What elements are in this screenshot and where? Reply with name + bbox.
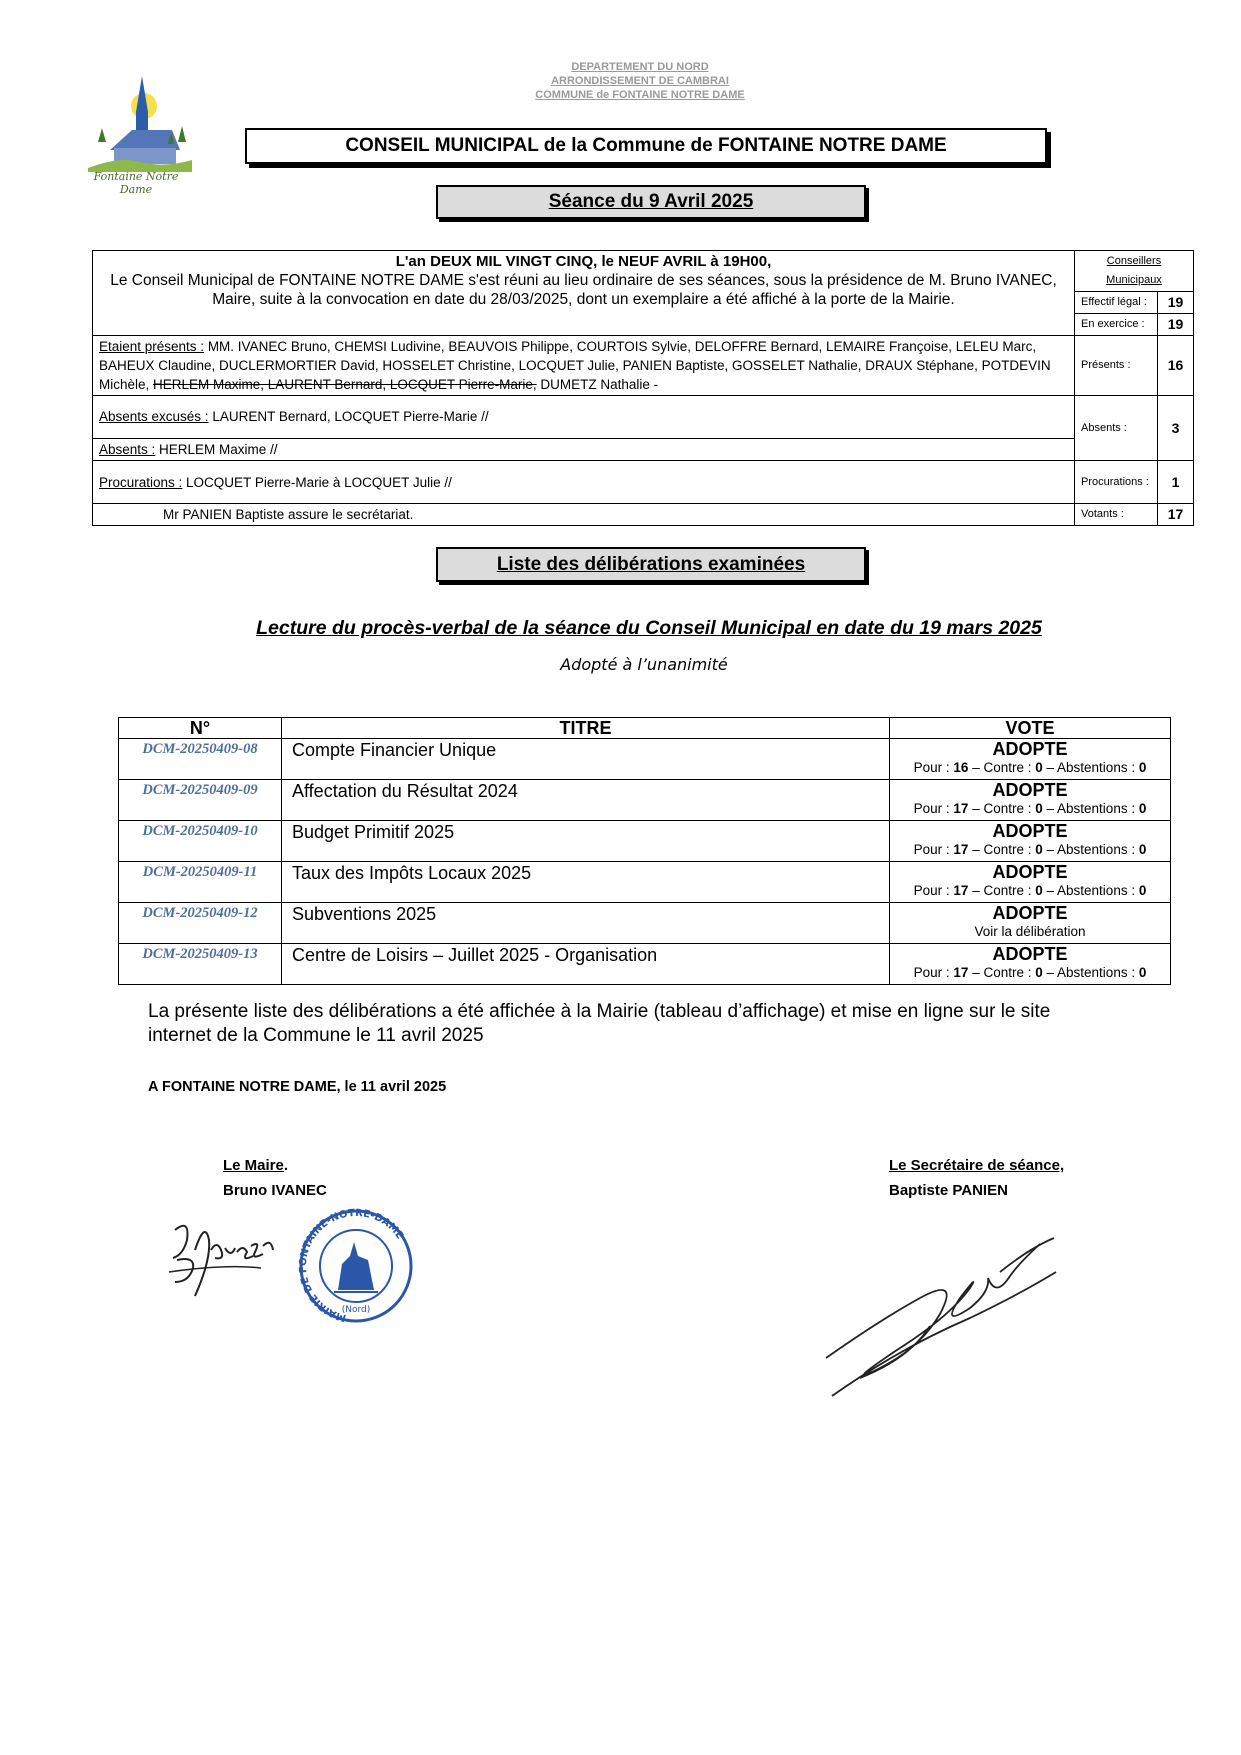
presents-prefix: Etaient présents : (99, 339, 205, 354)
excuses-cell (93, 396, 1075, 439)
abst-label: – Abstentions : (1042, 883, 1139, 898)
mayor-title-text: Le Maire (223, 1157, 284, 1174)
logo-caption: Fontaine Notre Dame (93, 170, 179, 196)
delib-ref: DCM-20250409-10 (119, 821, 282, 862)
mayor-title (223, 1157, 288, 1174)
vote-detail (890, 882, 1170, 899)
contre-label: – Contre : (968, 801, 1036, 816)
dept-line: COMMUNE de FONTAINE NOTRE DAME (535, 89, 745, 101)
votants-value: 17 (1158, 504, 1194, 526)
delib-title: Taux des Impôts Locaux 2025 (282, 862, 890, 903)
stamp-text: MAIRIE DE FONTAINE-NOTRE-DAME (298, 1208, 406, 1324)
vote-result: ADOPTE (992, 862, 1068, 882)
vote-note: Voir la délibération (974, 924, 1086, 939)
presents-value: 16 (1158, 336, 1194, 396)
delib-title: Affectation du Résultat 2024 (282, 780, 890, 821)
abst-label: – Abstentions : (1042, 842, 1139, 857)
pour-label: Pour : (913, 842, 954, 857)
intro-line-1: L'an DEUX MIL VINGT CINQ, le NEUF AVRIL à 19H00, (395, 253, 772, 270)
intro-cell (93, 251, 1075, 336)
vote-result: ADOPTE (992, 944, 1068, 964)
abst-label: – Abstentions : (1042, 965, 1139, 980)
excuses-prefix: Absents excusés : (99, 409, 209, 424)
secretary-title: Le Secrétaire de séance, (889, 1157, 1065, 1174)
stamp-sub: (Nord) (341, 1305, 371, 1315)
table-row (119, 944, 1171, 985)
abst-value: 0 (1138, 760, 1147, 775)
procurations-prefix: Procurations : (99, 474, 183, 490)
publication-notice: La présente liste des délibérations a été affichée à la Mairie (tableau d’affichage) et mise en ligne sur le site internet de la Commune le 11 avril 2025 (148, 1001, 1051, 1046)
conseillers-header: Conseillers Municipaux (1075, 251, 1194, 292)
contre-value: 0 (1035, 883, 1043, 898)
contre-value: 0 (1035, 842, 1043, 857)
abst-value: 0 (1138, 883, 1147, 898)
delib-ref: DCM-20250409-09 (119, 780, 282, 821)
abst-label: – Abstentions : (1042, 801, 1139, 816)
contre-label: – Contre : (968, 965, 1036, 980)
dept-line: DEPARTEMENT DU NORD (571, 61, 709, 73)
contre-label: – Contre : (968, 883, 1036, 898)
vote-result: ADOPTE (992, 739, 1068, 759)
contre-value: 0 (1035, 965, 1043, 980)
presents-label: Présents : (1075, 336, 1158, 396)
col-header-titre: TITRE (282, 718, 890, 739)
pour-label: Pour : (913, 801, 954, 816)
pour-value: 17 (953, 883, 969, 898)
presents-names: MM. IVANEC Bruno, CHEMSI Ludivine, BEAUVOIS Philippe, COURTOIS Sylvie, DELOFFRE Bernard, LEMAIRE Françoise, LELEU Marc, BAHEUX Claudine, DUCLERMORTIER David, HOSSELET Christine, LOCQUET Julie, PANIEN Baptiste, GOSSELET Nathalie, DRAUX Stéphane, POTDEVIN Michèle, (99, 339, 1051, 392)
vote-result: ADOPTE (992, 903, 1068, 923)
delib-vote (890, 821, 1171, 862)
presents-struck: HERLEM Maxime, LAURENT Bernard, LOCQUET Pierre-Marie, (153, 377, 537, 392)
delib-ref: DCM-20250409-12 (119, 903, 282, 944)
excuses-names: LAURENT Bernard, LOCQUET Pierre-Marie // (208, 409, 489, 424)
pour-label: Pour : (913, 965, 954, 980)
pour-value: 17 (953, 965, 969, 980)
secretariat-cell: Mr PANIEN Baptiste assure le secrétariat. (93, 504, 1075, 526)
table-row (119, 739, 1171, 780)
exercice-value: 19 (1158, 314, 1194, 336)
col-header-num: N° (119, 718, 282, 739)
absents-label: Absents : (1075, 396, 1158, 461)
abst-value: 0 (1138, 801, 1147, 816)
mayor-signature (165, 1210, 285, 1300)
abst-label: – Abstentions : (1042, 760, 1139, 775)
procurations-value: 1 (1158, 461, 1194, 504)
lecture-result: Adopté à l’unanimité (560, 655, 728, 674)
deliberations-table (118, 717, 1171, 985)
delib-title: Budget Primitif 2025 (282, 821, 890, 862)
abst-value: 0 (1138, 965, 1147, 980)
vote-result: ADOPTE (992, 821, 1068, 841)
procurations-label: Procurations : (1075, 461, 1158, 504)
pour-value: 17 (953, 801, 969, 816)
mairie-stamp (298, 1208, 414, 1326)
page-title: CONSEIL MUNICIPAL de la Commune de FONTAINE NOTRE DAME (245, 128, 1047, 164)
abst-value: 0 (1138, 842, 1147, 857)
delib-title: Compte Financier Unique (282, 739, 890, 780)
pour-value: 16 (953, 760, 969, 775)
contre-value: 0 (1035, 760, 1043, 775)
votants-label: Votants : (1075, 504, 1158, 526)
secretary-signature (820, 1228, 1060, 1398)
delib-ref: DCM-20250409-11 (119, 862, 282, 903)
vote-result: ADOPTE (992, 780, 1068, 800)
table-row (119, 821, 1171, 862)
secretary-name: Baptiste PANIEN (889, 1182, 1008, 1199)
table-row (119, 862, 1171, 903)
effectif-value: 19 (1158, 292, 1194, 314)
presents-cell (93, 336, 1075, 396)
table-row (119, 780, 1171, 821)
mayor-name: Bruno IVANEC (223, 1182, 327, 1199)
contre-label: – Contre : (968, 842, 1036, 857)
place-date: A FONTAINE NOTRE DAME, le 11 avril 2025 (148, 1079, 447, 1095)
delib-title: Subventions 2025 (282, 903, 890, 944)
department-header (460, 60, 820, 102)
contre-value: 0 (1035, 801, 1043, 816)
procurations-names: LOCQUET Pierre-Marie à LOCQUET Julie // (182, 474, 452, 490)
contre-label: – Contre : (968, 760, 1036, 775)
delib-ref: DCM-20250409-08 (119, 739, 282, 780)
procurations-cell (93, 461, 1075, 504)
lecture-title: Lecture du procès-verbal de la séance du Conseil Municipal en date du 19 mars 2025 (256, 617, 1042, 639)
col-header-vote: VOTE (890, 718, 1171, 739)
pour-label: Pour : (913, 760, 954, 775)
delib-title: Centre de Loisirs – Juillet 2025 - Organisation (282, 944, 890, 985)
effectif-label: Effectif légal : (1075, 292, 1158, 314)
pour-value: 17 (953, 842, 969, 857)
attendance-table (92, 250, 1194, 526)
pour-label: Pour : (913, 883, 954, 898)
absents-value: 3 (1158, 396, 1194, 461)
delib-ref: DCM-20250409-13 (119, 944, 282, 985)
absents-names: HERLEM Maxime // (155, 442, 278, 457)
delib-vote (890, 862, 1171, 903)
delib-vote (890, 739, 1171, 780)
exercice-label: En exercice : (1075, 314, 1158, 336)
liste-title: Liste des délibérations examinées (436, 547, 866, 582)
vote-detail (890, 800, 1170, 817)
delib-vote (890, 944, 1171, 985)
seance-date: Séance du 9 Avril 2025 (436, 185, 866, 219)
mayor-title-suffix: . (283, 1157, 289, 1174)
intro-line-2: Le Conseil Municipal de FONTAINE NOTRE DAME s'est réuni au lieu ordinaire de ses séances, sous la présidence de M. Bruno IVANEC, Maire, suite à la convocation en date du 28/03/2025, dont un exemplaire a été affiché à la porte de la Mairie. (110, 272, 1057, 308)
absents-cell (93, 439, 1075, 461)
vote-detail (890, 841, 1170, 858)
vote-detail (890, 759, 1170, 776)
presents-tail: DUMETZ Nathalie - (536, 377, 659, 392)
absents-prefix: Absents : (99, 442, 156, 457)
delib-vote (890, 780, 1171, 821)
table-row (119, 903, 1171, 944)
dept-line: ARRONDISSEMENT DE CAMBRAI (551, 75, 729, 87)
delib-vote (890, 903, 1171, 944)
vote-detail (890, 964, 1170, 981)
